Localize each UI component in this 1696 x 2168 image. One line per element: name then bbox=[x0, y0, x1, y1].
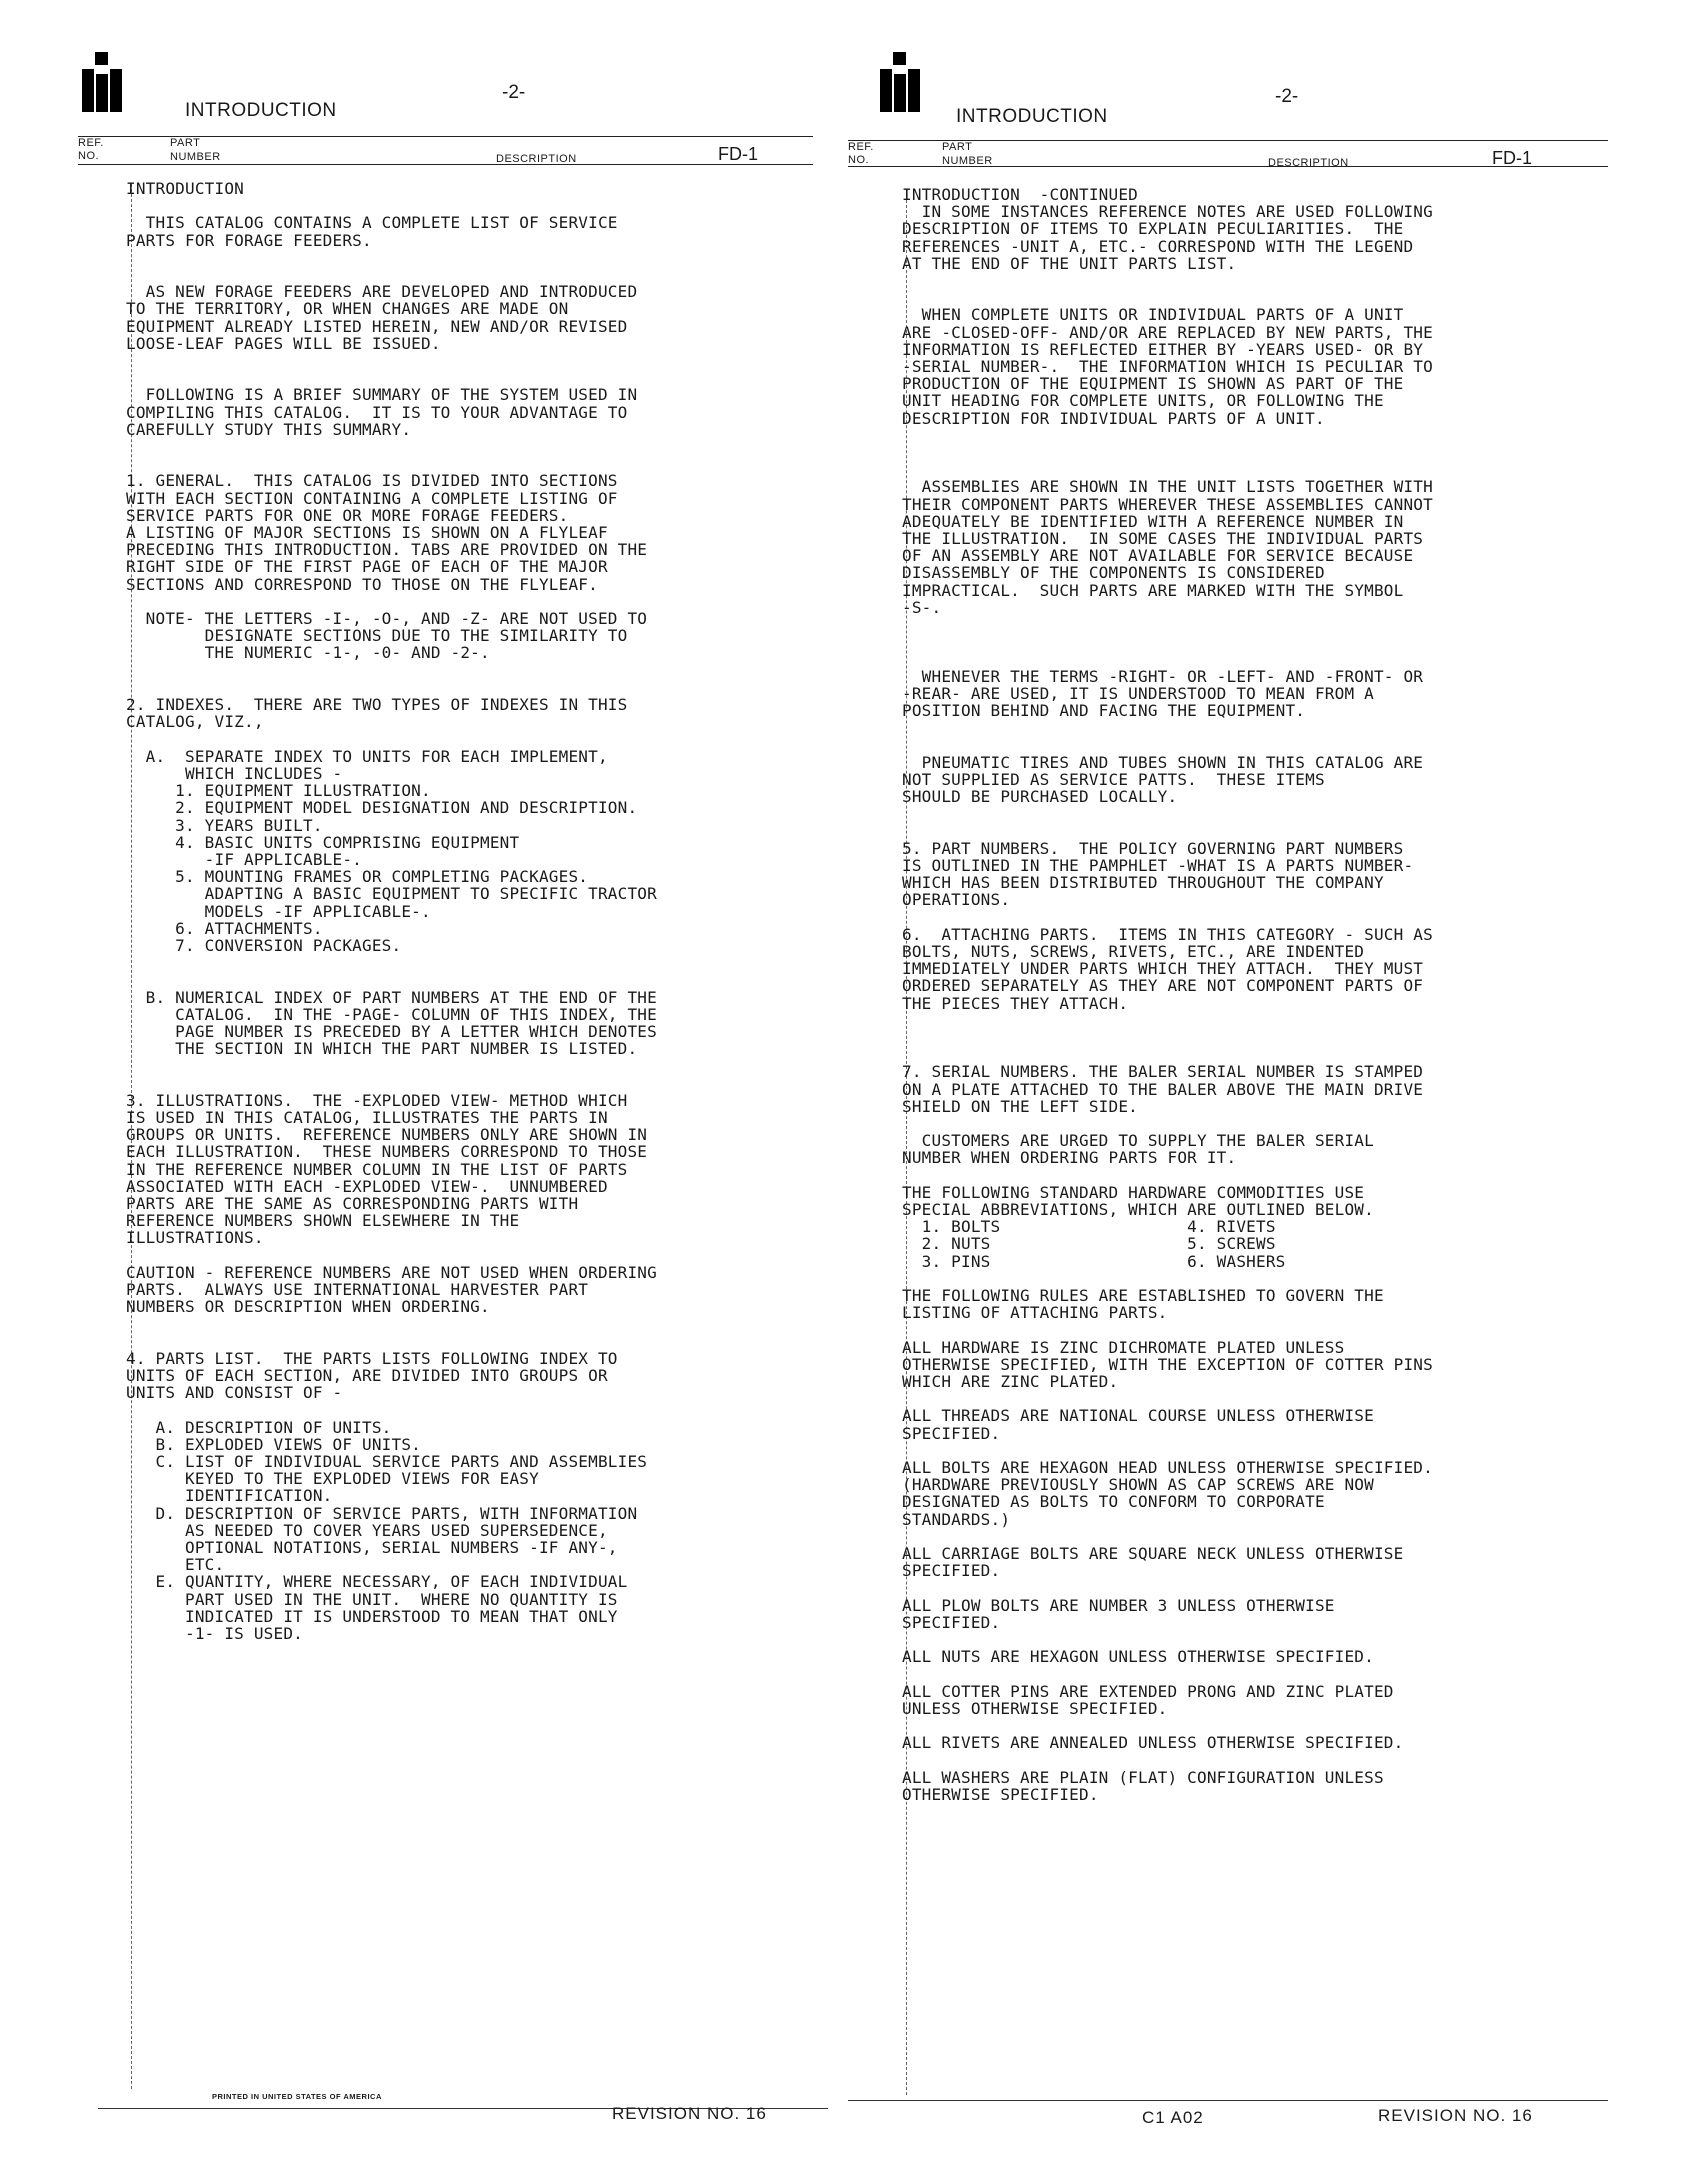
header-part: PART bbox=[170, 137, 201, 149]
header-rule-bottom bbox=[78, 164, 813, 165]
revision-number: REVISION NO. 16 bbox=[1378, 2106, 1533, 2125]
ih-logo-icon bbox=[880, 52, 920, 114]
catalog-code: FD-1 bbox=[1492, 148, 1532, 168]
header-rule-bottom bbox=[848, 166, 1608, 167]
header-description: DESCRIPTION bbox=[1268, 157, 1349, 169]
page-number: -2- bbox=[1275, 86, 1299, 107]
page-number: -2- bbox=[502, 82, 526, 103]
header-description: DESCRIPTION bbox=[496, 153, 577, 165]
section-title: INTRODUCTION bbox=[956, 106, 1108, 127]
header-number: NUMBER bbox=[170, 151, 221, 163]
header-no: NO. bbox=[78, 150, 100, 162]
revision-number: REVISION NO. 16 bbox=[612, 2104, 767, 2123]
printed-in-label: PRINTED IN UNITED STATES OF AMERICA bbox=[212, 2092, 382, 2101]
section-title: INTRODUCTION bbox=[185, 100, 337, 121]
body-text: INTRODUCTION -CONTINUED IN SOME INSTANCES REFERENCE NOTES ARE USED FOLLOWING DESCRIPTION OF ITEMS TO EXPLAIN PECULIARITIES. THE REFERENCES -UNIT A, ETC.- CORRESPOND WITH THE LEGEND AT THE END OF THE UNIT PARTS LIST. WHEN COMPLETE UNITS OR INDIVIDUAL PARTS OF A UNIT ARE -CLOSED-OFF- AND/OR ARE REPLACED BY NEW PARTS, THE INFORMATION IS REFLECTED EITHER BY -YEARS USED- OR BY -SERIAL NUMBER-. THE INFORMATION WHICH IS PECULIAR TO PRODUCTION OF THE EQUIPMENT IS SHOWN AS PART OF THE UNIT HEADING FOR COMPLETE UNITS, OR FOLLOWING THE DESCRIPTION FOR INDIVIDUAL PARTS OF A UNIT. ASSEMBLIES ARE SHOWN IN THE UNIT LISTS TOGETHER WITH THEIR COMPONENT PARTS WHEREVER THESE ASSEMBLIES CANNOT ADEQUATELY BE IDENTIFIED WITH A REFERENCE NUMBER IN THE ILLUSTRATION. IN SOME CASES THE INDIVIDUAL PARTS OF AN ASSEMBLY ARE NOT AVAILABLE FOR SERVICE BECAUSE DISASSEMBLY OF THE COMPONENTS IS CONSIDERED IMPRACTICAL. SUCH PARTS ARE MARKED WITH THE SYMBOL -S-. WHENEVER THE TERMS -RIGHT- OR -LEFT- AND -FRONT- OR -REAR- ARE USED, IT IS UNDERSTOOD TO MEAN FROM A POSITION BEHIND AND FACING THE EQUIPMENT. PNEUMATIC TIRES AND TUBES SHOWN IN THIS CATALOG ARE NOT SUPPLIED AS SERVICE PATTS. THESE ITEMS SHOULD BE PURCHASED LOCALLY. 5. PART NUMBERS. THE POLICY GOVERNING PART NUMBERS IS OUTLINED IN THE PAMPHLET -WHAT IS A PARTS NUMBER- WHICH HAS BEEN DISTRIBUTED THROUGHOUT THE COMPANY OPERATIONS. 6. ATTACHING PARTS. ITEMS IN THIS CATEGORY - SUCH AS BOLTS, NUTS, SCREWS, RIVETS, ETC., ARE INDENTED IMMEDIATELY UNDER PARTS WHICH THEY ATTACH. THEY MUST ORDERED SEPARATELY AS THEY ARE NOT COMPONENT PARTS OF THE PIECES THEY ATTACH. 7. SERIAL NUMBERS. THE BALER SERIAL NUMBER IS STAMPED ON A PLATE ATTACHED TO THE BALER ABOVE THE MAIN DRIVE SHIELD ON THE LEFT SIDE. CUSTOMERS ARE URGED TO SUPPLY THE BALER SERIAL NUMBER WHEN ORDERING PARTS FOR IT. THE FOLLOWING STANDARD HARDWARE COMMODITIES USE SPECIAL ABBREVIATIONS, WHICH ARE OUTLINED BELOW. 1. BOLTS 4. RIVETS 2. NUTS 5. SCREWS 3. PINS 6. WASHERS THE FOLLOWING RULES ARE ESTABLISHED TO GOVERN THE LISTING OF ATTACHING PARTS. ALL HARDWARE IS ZINC DICHROMATE PLATED UNLESS OTHERWISE SPECIFIED, WITH THE EXCEPTION OF COTTER PINS WHICH ARE ZINC PLATED. ALL THREADS ARE NATIONAL COURSE UNLESS OTHERWISE SPECIFIED. ALL BOLTS ARE HEXAGON HEAD UNLESS OTHERWISE SPECIFIED. (HARDWARE PREVIOUSLY SHOWN AS CAP SCREWS ARE NOW DESIGNATED AS BOLTS TO CONFORM TO CORPORATE STANDARDS.) ALL CARRIAGE BOLTS ARE SQUARE NECK UNLESS OTHERWISE SPECIFIED. ALL PLOW BOLTS ARE NUMBER 3 UNLESS OTHERWISE SPECIFIED. ALL NUTS ARE HEXAGON UNLESS OTHERWISE SPECIFIED. ALL COTTER PINS ARE EXTENDED PRONG AND ZINC PLATED UNLESS OTHERWISE SPECIFIED. ALL RIVETS ARE ANNEALED UNLESS OTHERWISE SPECIFIED. ALL WASHERS ARE PLAIN (FLAT) CONFIGURATION UNLESS OTHERWISE SPECIFIED. bbox=[902, 185, 1433, 1804]
header-no: NO. bbox=[848, 154, 870, 166]
header-ref: REF. bbox=[78, 137, 104, 149]
footer-rule bbox=[848, 2100, 1608, 2101]
header-part: PART bbox=[942, 141, 973, 153]
header-number: NUMBER bbox=[942, 155, 993, 167]
ih-logo-icon bbox=[82, 52, 122, 114]
body-text: INTRODUCTION THIS CATALOG CONTAINS A COMPLETE LIST OF SERVICE PARTS FOR FORAGE FEEDERS. AS NEW FORAGE FEEDERS ARE DEVELOPED AND INTRODUCED TO THE TERRITORY, OR WHEN CHANGES ARE MADE ON EQUIPMENT ALREADY LISTED HEREIN, NEW AND/OR REVISED LOOSE-LEAF PAGES WILL BE ISSUED. FOLLOWING IS A BRIEF SUMMARY OF THE SYSTEM USED IN COMPILING THIS CATALOG. IT IS TO YOUR ADVANTAGE TO CAREFULLY STUDY THIS SUMMARY. 1. GENERAL. THIS CATALOG IS DIVIDED INTO SECTIONS WITH EACH SECTION CONTAINING A COMPLETE LISTING OF SERVICE PARTS FOR ONE OR MORE FORAGE FEEDERS. A LISTING OF MAJOR SECTIONS IS SHOWN ON A FLYLEAF PRECEDING THIS INTRODUCTION. TABS ARE PROVIDED ON THE RIGHT SIDE OF THE FIRST PAGE OF EACH OF THE MAJOR SECTIONS AND CORRESPOND TO THOSE ON THE FLYLEAF. NOTE- THE LETTERS -I-, -O-, AND -Z- ARE NOT USED TO DESIGNATE SECTIONS DUE TO THE SIMILARITY TO THE NUMERIC -1-, -0- AND -2-. 2. INDEXES. THERE ARE TWO TYPES OF INDEXES IN THIS CATALOG, VIZ., A. SEPARATE INDEX TO UNITS FOR EACH IMPLEMENT, WHICH INCLUDES - 1. EQUIPMENT ILLUSTRATION. 2. EQUIPMENT MODEL DESIGNATION AND DESCRIPTION. 3. YEARS BUILT. 4. BASIC UNITS COMPRISING EQUIPMENT -IF APPLICABLE-. 5. MOUNTING FRAMES OR COMPLETING PACKAGES. ADAPTING A BASIC EQUIPMENT TO SPECIFIC TRACTOR MODELS -IF APPLICABLE-. 6. ATTACHMENTS. 7. CONVERSION PACKAGES. B. NUMERICAL INDEX OF PART NUMBERS AT THE END OF THE CATALOG. IN THE -PAGE- COLUMN OF THIS INDEX, THE PAGE NUMBER IS PRECEDED BY A LETTER WHICH DENOTES THE SECTION IN WHICH THE PART NUMBER IS LISTED. 3. ILLUSTRATIONS. THE -EXPLODED VIEW- METHOD WHICH IS USED IN THIS CATALOG, ILLUSTRATES THE PARTS IN GROUPS OR UNITS. REFERENCE NUMBERS ONLY ARE SHOWN IN EACH ILLUSTRATION. THESE NUMBERS CORRESPOND TO THOSE IN THE REFERENCE NUMBER COLUMN IN THE LIST OF PARTS ASSOCIATED WITH EACH -EXPLODED VIEW-. UNNUMBERED PARTS ARE THE SAME AS CORRESPONDING PARTS WITH REFERENCE NUMBERS SHOWN ELSEWHERE IN THE ILLUSTRATIONS. CAUTION - REFERENCE NUMBERS ARE NOT USED WHEN ORDERING PARTS. ALWAYS USE INTERNATIONAL HARVESTER PART NUMBERS OR DESCRIPTION WHEN ORDERING. 4. PARTS LIST. THE PARTS LISTS FOLLOWING INDEX TO UNITS OF EACH SECTION, ARE DIVIDED INTO GROUPS OR UNITS AND CONSIST OF - A. DESCRIPTION OF UNITS. B. EXPLODED VIEWS OF UNITS. C. LIST OF INDIVIDUAL SERVICE PARTS AND ASSEMBLIES KEYED TO THE EXPLODED VIEWS FOR EASY IDENTIFICATION. D. DESCRIPTION OF SERVICE PARTS, WITH INFORMATION AS NEEDED TO COVER YEARS USED SUPERSEDENCE, OPTIONAL NOTATIONS, SERIAL NUMBERS -IF ANY-, ETC. E. QUANTITY, WHERE NECESSARY, OF EACH INDIVIDUAL PART USED IN THE UNIT. WHERE NO QUANTITY IS INDICATED IT IS UNDERSTOOD TO MEAN THAT ONLY -1- IS USED. bbox=[126, 179, 657, 1644]
header-ref: REF. bbox=[848, 141, 874, 153]
right-catalog-page bbox=[848, 0, 1696, 2168]
catalog-code: FD-1 bbox=[718, 144, 758, 164]
page-code: C1 A02 bbox=[1142, 2108, 1204, 2127]
